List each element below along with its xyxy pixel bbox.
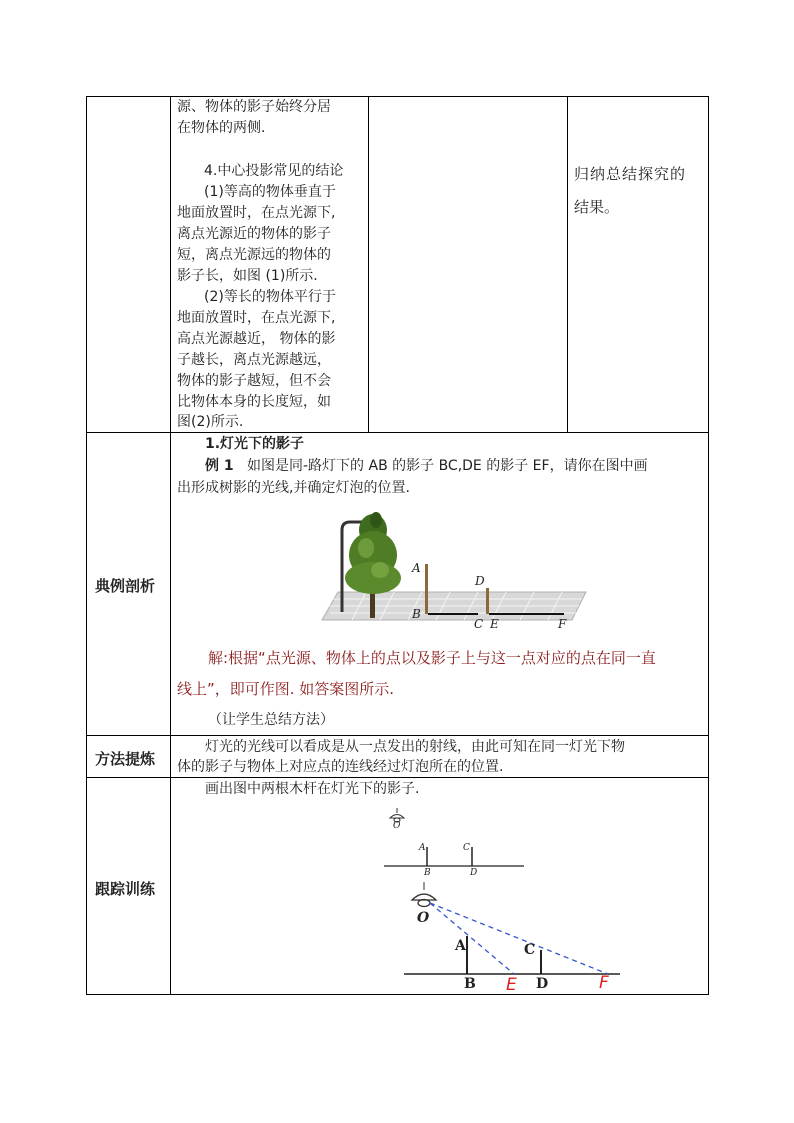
point-label-b: B	[464, 976, 476, 992]
lamp-icon	[390, 815, 404, 819]
lamp-tree-figure	[318, 500, 590, 628]
point-label-d: D	[536, 976, 549, 992]
text-line: 子越长，离点光源越远，	[177, 352, 331, 368]
example-prefix: 例 1	[205, 458, 234, 474]
solution-line: 线上”，即可作图. 如答案图所示.	[177, 680, 395, 698]
row-label-method: 方法提炼	[95, 750, 156, 768]
example-line: 出形成树影的光线,并确定灯泡的位置.	[177, 480, 410, 496]
text-line: 图(2)所示.	[177, 414, 244, 430]
text-line: 比物体本身的长度短，如	[177, 394, 331, 410]
text-line: 高点光源越近， 物体的影	[177, 331, 336, 347]
solution-line: 解:根据“点光源、物体上的点以及影子上与这一点对应的点在同一直	[208, 649, 656, 667]
example-text: 如图是同-路灯下的 AB 的影子 BC,DE 的影子 EF，请你在图中画	[246, 458, 648, 474]
practice-prompt: 画出图中两根木杆在灯光下的影子.	[205, 781, 420, 797]
point-label-c: C	[474, 617, 484, 631]
point-label-f-answer: F	[599, 973, 609, 993]
section-title: 1.灯光下的影子	[205, 436, 305, 452]
col-divider	[567, 96, 568, 432]
pole-ab	[425, 564, 428, 614]
text-line: 4.中心投影常见的结论	[204, 163, 344, 179]
point-label-d: D	[475, 574, 485, 588]
text-line: 结果。	[574, 198, 620, 216]
example-line	[205, 456, 648, 477]
point-label-b: B	[412, 607, 421, 621]
col-divider	[170, 96, 171, 995]
row-divider	[86, 735, 709, 736]
row-label-example: 典例剖析	[95, 577, 156, 595]
point-label-e: E	[490, 617, 499, 631]
point-label-a: A	[455, 938, 466, 954]
row-label-practice: 跟踪训练	[95, 880, 156, 898]
point-label-o: O	[393, 821, 401, 831]
method-line: 体的影子与物体上对应点的连线经过灯泡所在的位置.	[177, 759, 504, 775]
point-label-a: A	[419, 843, 426, 853]
point-label-c: C	[524, 942, 536, 958]
text-line: 归纳总结探究的	[574, 165, 687, 183]
method-note: （让学生总结方法）	[208, 712, 334, 728]
text-line: 在物体的两侧.	[177, 120, 266, 136]
method-line: 灯光的光线可以看成是从一点发出的射线，由此可知在同一灯光下物	[205, 739, 625, 755]
text-line: 影子长，如图 (1)所示.	[177, 268, 318, 284]
text-line: 源、物体的影子始终分居	[177, 99, 331, 115]
practice-figure-question	[380, 805, 530, 875]
text-line: 短，离点光源远的物体的	[177, 247, 331, 263]
text-line: 地面放置时，在点光源下,	[177, 310, 336, 326]
point-label-a: A	[412, 561, 421, 575]
col-divider	[368, 96, 369, 432]
point-label-o: O	[417, 910, 430, 926]
pole-de	[486, 588, 489, 614]
point-label-e-answer: E	[506, 975, 517, 995]
text-line: 物体的影子越短，但不会	[177, 373, 331, 389]
text-line: 离点光源近的物体的影子	[177, 226, 331, 242]
text-line: (1)等高的物体垂直于	[204, 184, 336, 200]
text-line: (2)等长的物体平行于	[204, 289, 336, 305]
text-line: 地面放置时，在点光源下,	[177, 205, 336, 221]
point-label-c: C	[463, 843, 470, 853]
point-label-d: D	[470, 868, 478, 878]
light-ray-oe	[430, 903, 514, 974]
point-label-f: F	[558, 617, 567, 631]
point-label-b: B	[424, 868, 431, 878]
